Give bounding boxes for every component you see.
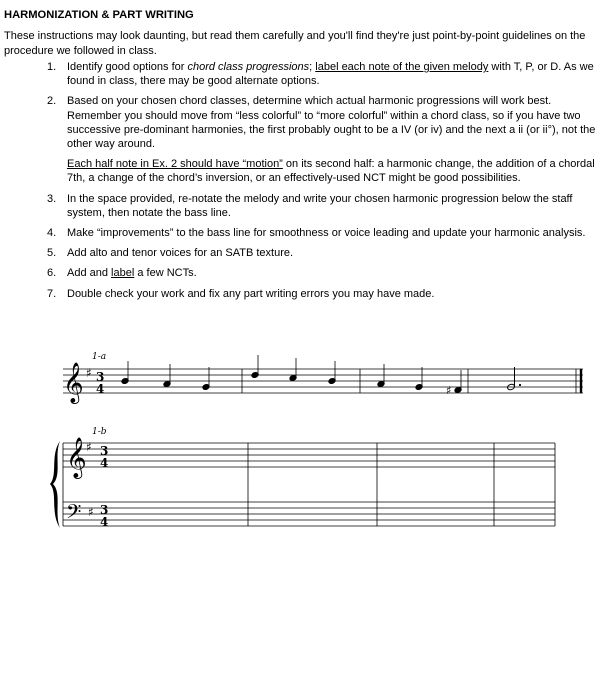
item-text-a: Identify good options for — [67, 61, 188, 73]
item-number: 7. — [47, 287, 57, 300]
item-text: Based on your chosen chord classes, determine which actual harmonic progressions will work best. Remember you should move from “less colorful” to “more colorful” within a chord class, so if you have two successive pre-dominant harmonies, the first probably ought to be a IV (or iv) and the next a ii (or ii°), not the other way around. — [67, 95, 596, 151]
item-text-b: ; — [309, 61, 316, 73]
item-italic: chord class progressions — [187, 61, 310, 73]
melody-notes — [121, 355, 462, 394]
item-text: Double check your work and fix any part writing errors you may have made. — [67, 287, 435, 300]
example-1b-grand-staff — [63, 443, 555, 526]
item-text: In the space provided, re-notate the melody and write your chosen harmonic progression below the staff system, then notate the bass line. — [67, 192, 573, 219]
time-sig-numerator: 3 — [100, 503, 109, 517]
subnote-underline: Each half note in Ex. 2 should have “motion” — [67, 158, 283, 171]
item-number: 2. — [47, 95, 57, 108]
item-number: 5. — [47, 247, 57, 260]
intro-paragraph: These instructions may look daunting, but read them carefully and you'll find they're just point-by-point guidelines on the procedure we followed in class. — [4, 30, 586, 57]
item-underline: label each note of the given melody — [315, 61, 489, 73]
brace-icon — [50, 441, 60, 528]
item-text-post: a few NCTs. — [134, 267, 197, 280]
time-sig-numerator: 3 — [100, 444, 109, 458]
treble-clef-icon: 𝄞 — [66, 438, 87, 478]
item-number: 1. — [47, 61, 57, 73]
item-text: Make “improvements” to the bass line for smoothness or voice leading and update your harmonic analysis. — [67, 227, 586, 240]
sharp-icon: ♯ — [88, 505, 94, 519]
item-text-pre: Add and — [67, 267, 112, 280]
item-number: 6. — [47, 267, 57, 280]
treble-clef-icon: 𝄞 — [63, 363, 84, 403]
bass-clef-icon: 𝄢 — [66, 500, 82, 528]
example-1a-staff — [63, 369, 583, 393]
time-sig-numerator: 3 — [96, 370, 105, 384]
item-number: 3. — [47, 192, 57, 205]
sharp-accidental-icon: ♯ — [446, 384, 452, 397]
time-sig-denominator: 4 — [96, 382, 105, 396]
page-title: HARMONIZATION & PART WRITING — [4, 9, 194, 21]
item-number: 4. — [47, 227, 57, 240]
sharp-icon: ♯ — [86, 440, 92, 454]
time-sig-denominator: 4 — [100, 456, 109, 470]
example-label: 1-a — [92, 352, 107, 362]
sharp-icon: ♯ — [86, 366, 92, 380]
example-label: 1-b — [92, 427, 107, 437]
time-sig-denominator: 4 — [100, 515, 109, 529]
subnote-text: on its second half: a harmonic change, the addition of a chordal 7th, a change of the chord’s inversion, or an effectively-used NCT might be good possibilities. — [67, 158, 595, 185]
item-text-c: with T, P, or D. As we found in class, there may be good alternate options. — [67, 61, 594, 88]
augmentation-dot — [519, 384, 521, 386]
item-underline: label — [111, 267, 135, 280]
item-text: Add alto and tenor voices for an SATB texture. — [67, 247, 294, 260]
